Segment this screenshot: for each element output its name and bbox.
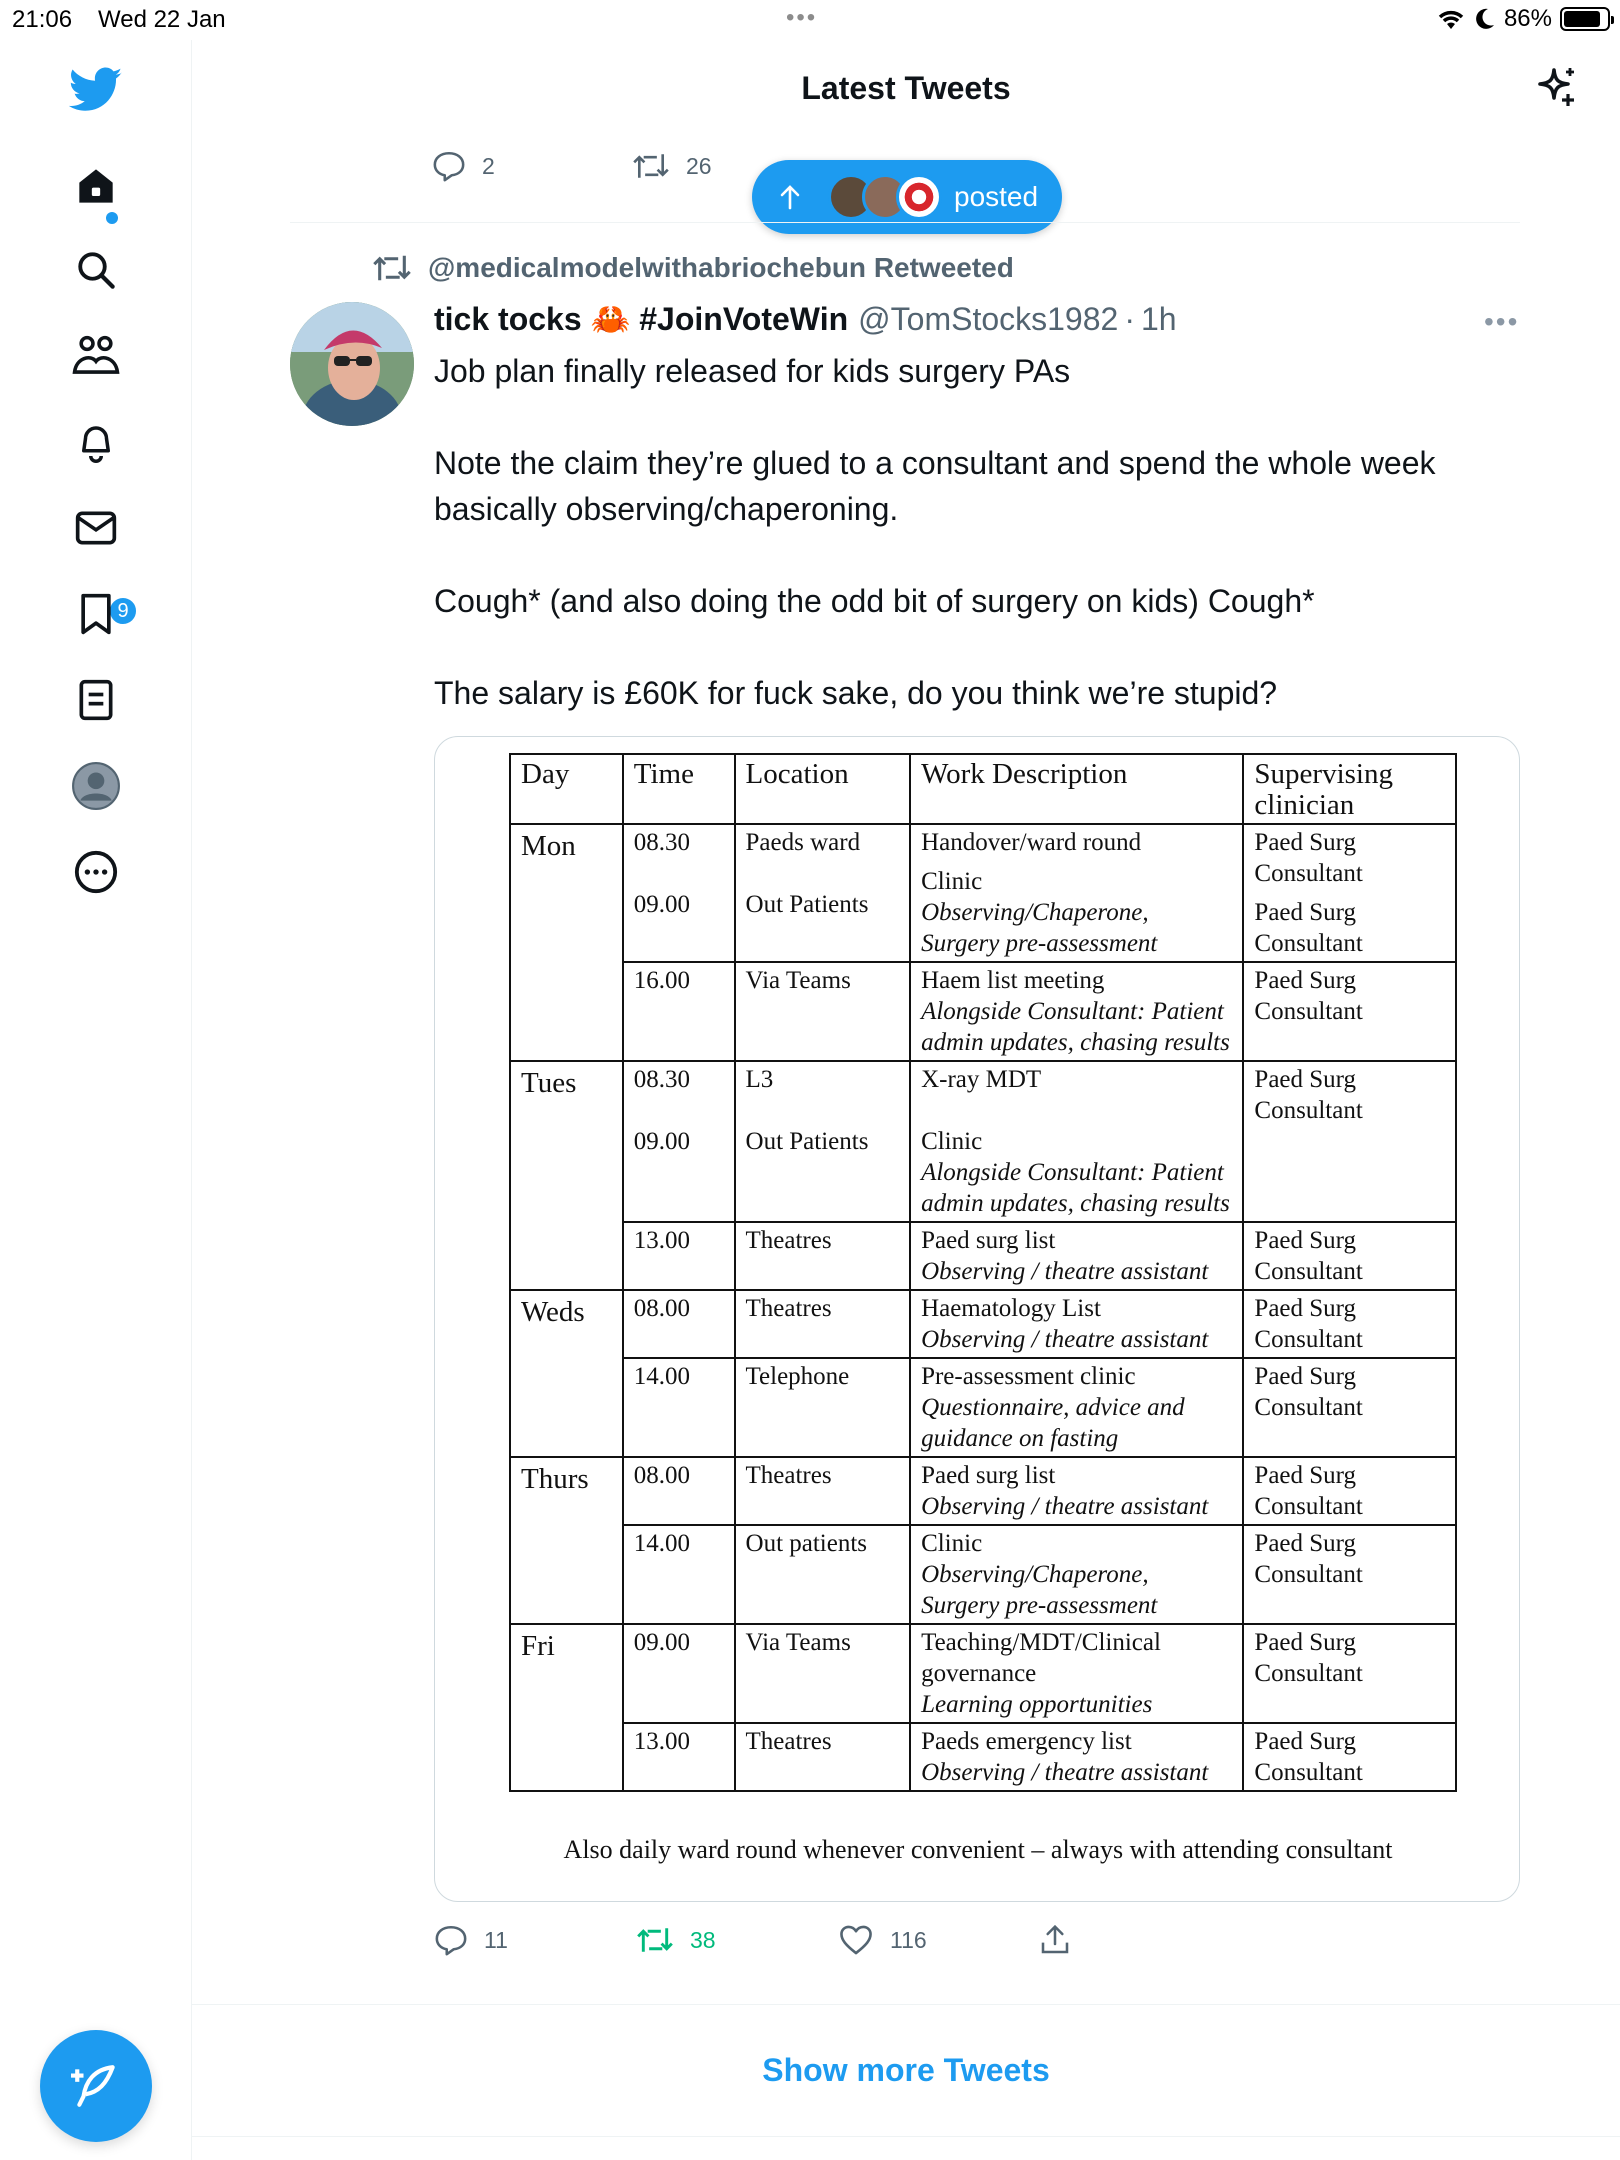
separator-dot: · <box>1124 300 1135 337</box>
supervisor-cell: Paed Surg Consultant <box>1243 962 1456 1061</box>
table-row <box>510 962 1456 1061</box>
compose-feather-icon <box>71 2061 121 2111</box>
time-cell: 13.00 <box>623 1222 735 1290</box>
notifications-icon[interactable] <box>64 410 128 474</box>
author-handle[interactable]: @TomStocks1982 <box>858 300 1119 337</box>
show-more-tweets-link[interactable]: Show more Tweets <box>762 2052 1050 2088</box>
time-cell: 14.00 <box>623 1525 735 1624</box>
day-cell: Fri <box>510 1624 623 1791</box>
table-row <box>510 1358 1456 1457</box>
table-row <box>510 1457 1456 1525</box>
table-header-row <box>510 754 1456 824</box>
description-italic: Observing/Chaperone, Surgery pre-assessment <box>921 899 1158 957</box>
description: Paed surg list <box>921 1462 1056 1489</box>
multitasking-dots-icon[interactable]: ••• <box>786 4 818 31</box>
table-row <box>510 824 1456 962</box>
description-cell <box>910 1723 1243 1791</box>
location: L3 <box>745 1066 774 1093</box>
description-cell <box>910 962 1243 1061</box>
tweet-text <box>434 348 1524 762</box>
table-header-cell: Work Description <box>910 754 1243 824</box>
moon-icon <box>1474 7 1496 31</box>
reply-icon <box>434 1924 468 1956</box>
share-button[interactable] <box>1040 1924 1242 1956</box>
description: Paeds emergency list <box>921 1728 1132 1755</box>
description: Clinic <box>921 1530 983 1557</box>
spacer <box>1254 889 1445 897</box>
divider <box>290 222 1520 223</box>
retweet-icon <box>372 252 412 284</box>
retweet-icon <box>636 1925 674 1955</box>
wifi-icon <box>1436 7 1466 31</box>
job-plan-table <box>509 753 1457 1792</box>
description: Clinic <box>921 1128 983 1155</box>
description-italic: Alongside Consultant: Patient admin updates, chasing results <box>921 1159 1230 1217</box>
description-cell <box>910 1457 1243 1525</box>
supervisor-cell: Paed Surg Consultant <box>1243 1222 1456 1290</box>
description: Haem list meeting <box>921 967 1105 994</box>
table-row <box>510 1222 1456 1290</box>
avatar[interactable] <box>290 302 414 426</box>
table-cell <box>735 824 911 962</box>
twitter-logo-icon[interactable] <box>64 58 128 122</box>
sparkle-icon[interactable] <box>1532 64 1580 117</box>
location-cell: Theatres <box>735 1457 911 1525</box>
time-cell: 09.00 <box>623 1624 735 1723</box>
time-cell: 08.00 <box>623 1290 735 1358</box>
author-name[interactable]: tick tocks 🦀 #JoinVoteWin <box>434 301 849 337</box>
description: Paed surg list <box>921 1227 1056 1254</box>
table-header-cell: Supervising clinician <box>1243 754 1456 824</box>
battery-percent: 86% <box>1503 5 1552 32</box>
time: 09.00 <box>633 1128 691 1155</box>
day-cell: Weds <box>510 1290 623 1457</box>
description-cell <box>910 1624 1243 1723</box>
retweeted-by[interactable] <box>372 252 1014 284</box>
retweet-icon <box>632 151 670 181</box>
supervisor-cell: Paed Surg Consultant <box>1243 1624 1456 1723</box>
supervisor-cell: Paed Surg Consultant <box>1243 1525 1456 1624</box>
sidebar <box>0 40 192 2160</box>
day-cell: Thurs <box>510 1457 623 1624</box>
location: Out Patients <box>745 1128 869 1155</box>
table-header-cell: Location <box>735 754 911 824</box>
spacer <box>634 858 724 889</box>
table-cell <box>623 1061 735 1222</box>
description-cell <box>910 1525 1243 1624</box>
description-italic: Observing / theatre assistant <box>921 1759 1209 1786</box>
supervisor-cell: Paed Surg Consultant <box>1243 1358 1456 1457</box>
table-row <box>510 1624 1456 1723</box>
description: Pre-assessment clinic <box>921 1363 1136 1390</box>
table-row <box>510 1723 1456 1791</box>
day-cell: Mon <box>510 824 623 1061</box>
supervisor: Paed Surg Consultant <box>1254 829 1363 887</box>
divider <box>192 2004 1620 2005</box>
posted-label: posted <box>954 181 1039 212</box>
location-cell: Out patients <box>735 1525 911 1624</box>
description-italic: Observing / theatre assistant <box>921 1258 1209 1285</box>
tweet-paragraph: Note the claim they’re glued to a consultant and spend the whole week basically observing/chaperoning. <box>434 445 1436 527</box>
location-cell: Theatres <box>735 1290 911 1358</box>
prev-retweet-count: 26 <box>686 152 712 179</box>
table-cell <box>623 824 735 962</box>
location-cell: Via Teams <box>735 1624 911 1723</box>
tweet-paragraph: Cough* (and also doing the odd bit of surgery on kids) Cough* <box>434 583 1315 619</box>
description: X-ray MDT <box>921 1066 1042 1093</box>
time-cell: 16.00 <box>623 962 735 1061</box>
table-row <box>510 1290 1456 1358</box>
avatar <box>896 174 942 220</box>
status-time: 21:06 <box>12 6 73 33</box>
description-italic: Questionnaire, advice and guidance on fasting <box>921 1394 1185 1452</box>
communities-icon[interactable] <box>64 324 128 388</box>
bookmarks-icon[interactable] <box>64 582 128 646</box>
location-cell: Theatres <box>735 1723 911 1791</box>
spacer <box>634 1095 724 1126</box>
time: 08.30 <box>633 1066 691 1093</box>
search-icon[interactable] <box>64 238 128 302</box>
time-cell: 13.00 <box>623 1723 735 1791</box>
table-cell <box>910 1061 1243 1222</box>
tweet-media-image[interactable] <box>434 736 1520 1902</box>
supervisor-cell: Paed Surg Consultant <box>1243 1723 1456 1791</box>
lists-icon[interactable] <box>64 668 128 732</box>
like-count: 116 <box>890 1926 927 1953</box>
day-cell: Tues <box>510 1061 623 1290</box>
spacer <box>921 858 1232 866</box>
description: Haematology List <box>921 1295 1101 1322</box>
share-icon <box>1040 1924 1070 1956</box>
prev-reply-button[interactable] <box>432 150 632 182</box>
description-italic: Observing / theatre assistant <box>921 1326 1209 1353</box>
like-button[interactable] <box>838 1924 1040 1956</box>
description-italic: Observing/Chaperone, Surgery pre-assessment <box>921 1561 1158 1619</box>
reply-button[interactable] <box>434 1924 636 1956</box>
supervisor-cell: Paed Surg Consultant <box>1243 1290 1456 1358</box>
spacer <box>746 1095 900 1126</box>
table-row <box>510 1061 1456 1222</box>
tweet-time[interactable]: 1h <box>1140 300 1177 337</box>
heart-icon <box>838 1924 874 1956</box>
description: Clinic <box>921 868 983 895</box>
location-cell: Via Teams <box>735 962 911 1061</box>
spacer <box>921 1095 1232 1126</box>
notifications-badge: 9 <box>108 596 138 626</box>
supervisor-cell: Paed Surg Consultant <box>1243 1457 1456 1525</box>
description-italic: Learning opportunities <box>921 1691 1153 1718</box>
home-unread-dot <box>106 212 118 224</box>
table-cell <box>1243 824 1456 962</box>
table-cell <box>735 1061 911 1222</box>
description-italic: Alongside Consultant: Patient admin updates, chasing results <box>921 998 1230 1056</box>
retweeted-by-label: @medicalmodelwithabriochebun Retweeted <box>428 252 1014 283</box>
reply-icon <box>432 150 466 182</box>
tweet-paragraph: The salary is £60K for fuck sake, do you think we’re stupid? <box>434 675 1278 711</box>
messages-icon[interactable] <box>64 496 128 560</box>
description-cell <box>910 1222 1243 1290</box>
table-cell <box>910 824 1243 962</box>
location: Paeds ward <box>745 829 861 856</box>
page-title: Latest Tweets <box>801 70 1011 106</box>
description-cell <box>910 1358 1243 1457</box>
location: Out Patients <box>745 891 869 918</box>
status-bar <box>0 0 1620 40</box>
tweet-header <box>434 300 1177 338</box>
time: 09.00 <box>633 891 691 918</box>
description: Handover/ward round <box>921 829 1142 856</box>
table-row <box>510 1525 1456 1624</box>
arrow-up-icon <box>778 184 802 210</box>
location-cell: Theatres <box>735 1222 911 1290</box>
divider <box>192 2136 1620 2137</box>
battery-icon <box>1560 7 1610 31</box>
supervisor-cell: Paed Surg Consultant <box>1243 1061 1456 1222</box>
time: 08.30 <box>633 829 691 856</box>
description-cell <box>910 1290 1243 1358</box>
tweet-actions <box>434 1924 1242 1956</box>
profile-icon[interactable] <box>64 754 128 818</box>
reply-count: 11 <box>484 1926 508 1953</box>
table-header-cell: Day <box>510 754 623 824</box>
battery-level <box>1564 11 1600 27</box>
location-cell: Telephone <box>735 1358 911 1457</box>
compose-tweet-button[interactable] <box>40 2030 152 2142</box>
spacer <box>746 858 900 889</box>
job-plan-footnote: Also daily ward round whenever convenient – always with attending consultant <box>563 1835 1393 1864</box>
retweet-count: 38 <box>690 1926 716 1953</box>
tweet-more-icon[interactable]: ••• <box>1484 306 1520 337</box>
status-date: Wed 22 Jan <box>98 6 226 33</box>
table-header-cell: Time <box>623 754 735 824</box>
home-icon[interactable] <box>64 154 128 218</box>
timeline-header <box>192 40 1620 140</box>
more-icon[interactable] <box>64 840 128 904</box>
description-italic: Observing / theatre assistant <box>921 1493 1209 1520</box>
prev-reply-count: 2 <box>482 152 495 179</box>
time-cell: 14.00 <box>623 1358 735 1457</box>
retweet-button[interactable] <box>636 1925 838 1955</box>
time-cell: 08.00 <box>623 1457 735 1525</box>
tweet-paragraph: Job plan finally released for kids surgery PAs <box>434 353 1071 389</box>
description: Teaching/MDT/Clinical governance <box>921 1629 1161 1687</box>
supervisor: Paed Surg Consultant <box>1254 899 1363 957</box>
